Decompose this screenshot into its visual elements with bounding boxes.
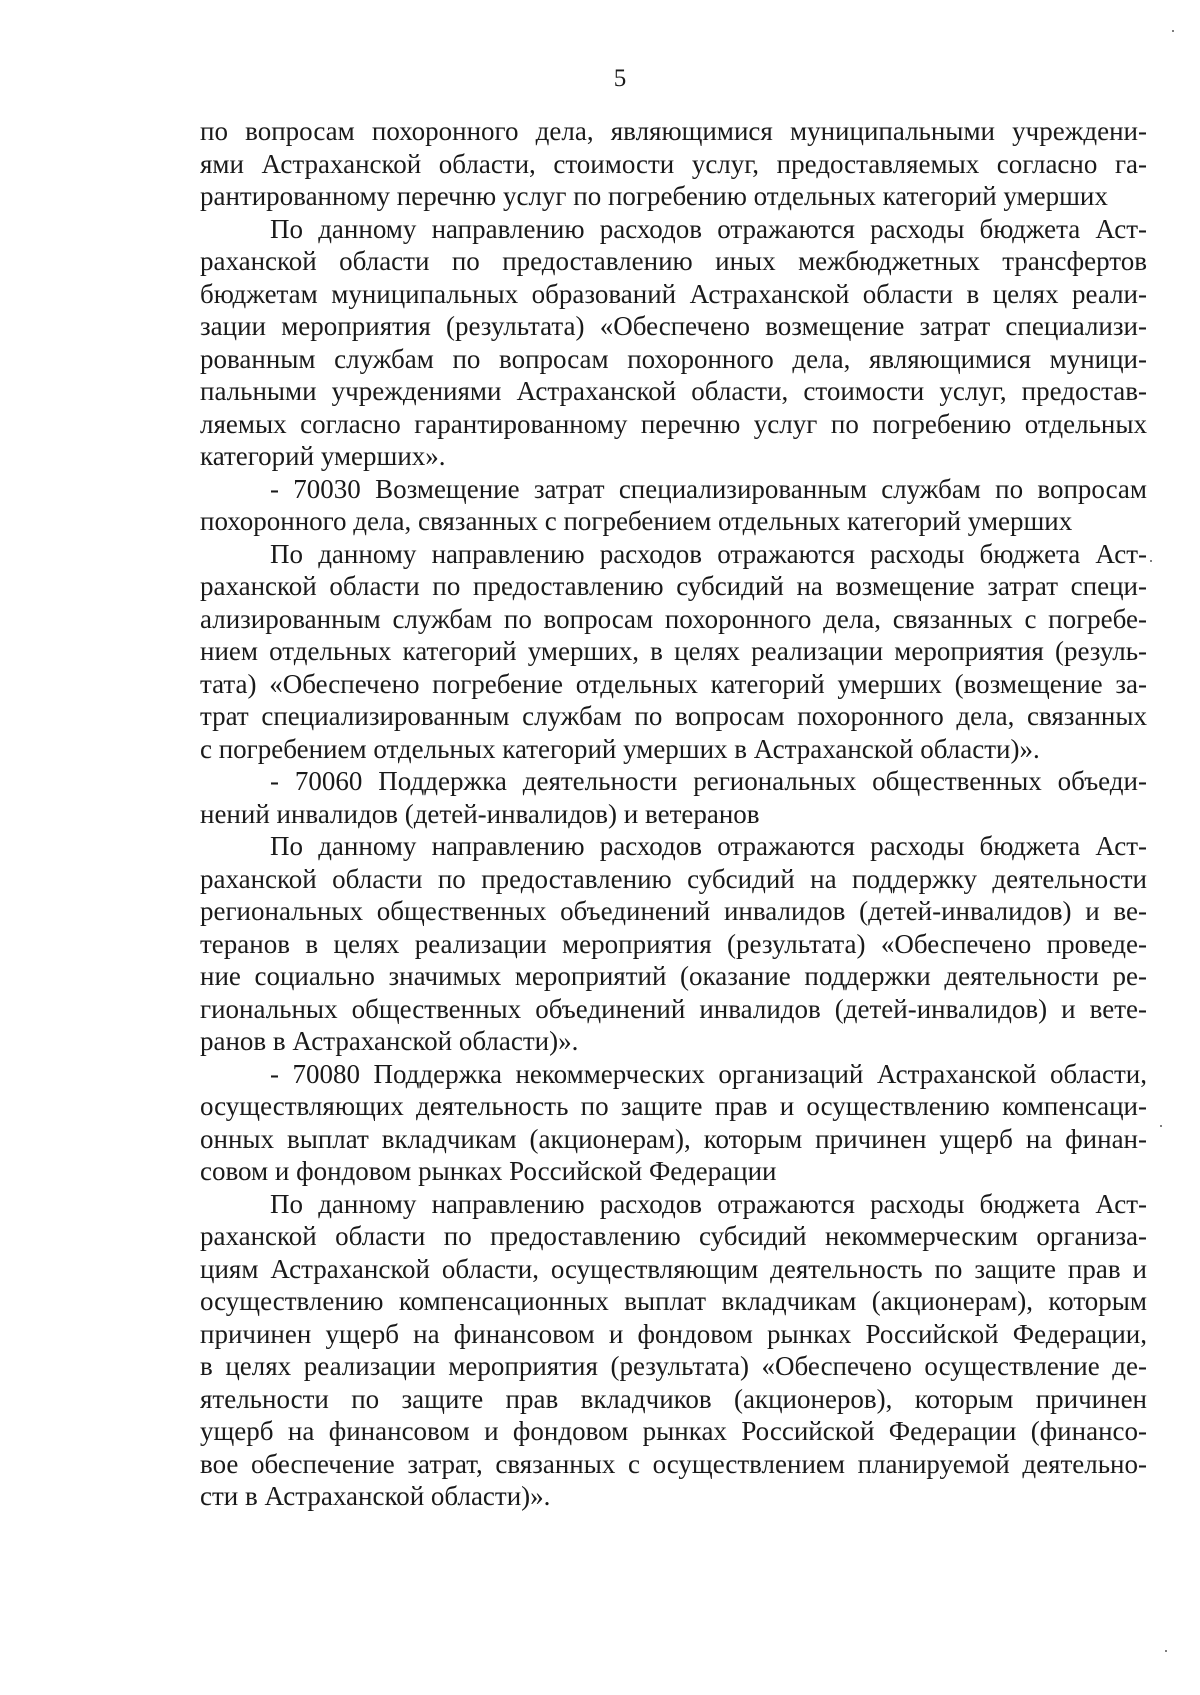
text-line: региональных общественных объединений инвалидов (детей-инвалидов) и ве- bbox=[200, 896, 1147, 926]
text-line: зации мероприятия (результата) «Обеспечено возмещение затрат специализи- bbox=[200, 311, 1147, 341]
text-line: нием отдельных категорий умерших, в целях реализации мероприятия (резуль- bbox=[200, 636, 1147, 666]
document-body bbox=[200, 115, 1147, 1513]
text-line: нений инвалидов (детей-инвалидов) и ветеранов bbox=[200, 798, 760, 829]
text-line: с погребением отдельных категорий умерших в Астраханской области)». bbox=[200, 733, 1040, 764]
text-line: По данному направлению расходов отражаются расходы бюджета Аст- bbox=[270, 538, 1147, 569]
text-line: гиональных общественных объединений инвалидов (детей-инвалидов) и вете- bbox=[200, 993, 1147, 1024]
text-line: По данному направлению расходов отражаются расходы бюджета Аст- bbox=[270, 213, 1147, 244]
text-line: ранов в Астраханской области)». bbox=[200, 1026, 579, 1056]
text-line: осуществлению компенсационных выплат вкладчикам (акционерам), которым bbox=[200, 1286, 1147, 1316]
text-line: пальными учреждениями Астраханской области, стоимости услуг, предостав- bbox=[200, 376, 1147, 406]
paragraph bbox=[200, 1058, 1147, 1188]
text-line: - 70030 Возмещение затрат специализированным службам по вопросам bbox=[270, 473, 1147, 504]
text-line: - 70060 Поддержка деятельности региональных общественных объеди- bbox=[270, 766, 1147, 796]
paragraph bbox=[200, 1188, 1147, 1513]
text-line: рантированному перечню услуг по погребению отдельных категорий умерших bbox=[200, 181, 1108, 211]
paragraph bbox=[200, 115, 1147, 213]
scan-speck bbox=[1160, 1125, 1162, 1127]
text-line: вое обеспечение затрат, связанных с осуществлением планируемой деятельно- bbox=[200, 1448, 1147, 1479]
text-line: в целях реализации мероприятия (результата) «Обеспечено осуществление де- bbox=[200, 1351, 1147, 1381]
text-line: осуществляющих деятельность по защите прав и осуществлению компенсаци- bbox=[200, 1091, 1147, 1121]
text-line: циям Астраханской области, осуществляющим деятельность по защите прав и bbox=[200, 1253, 1147, 1284]
text-line: ние социально значимых мероприятий (оказание поддержки деятельности ре- bbox=[200, 961, 1147, 991]
scan-speck bbox=[1172, 30, 1174, 32]
text-line: по вопросам похоронного дела, являющимися муниципальными учреждени- bbox=[200, 116, 1147, 146]
text-line: раханской области по предоставлению иных межбюджетных трансфертов bbox=[200, 246, 1147, 276]
text-line: категорий умерших». bbox=[200, 441, 446, 471]
paragraph bbox=[200, 830, 1147, 1058]
text-line: ями Астраханской области, стоимости услуг, предоставляемых согласно га- bbox=[200, 148, 1147, 179]
text-line: похоронного дела, связанных с погребением отдельных категорий умерших bbox=[200, 506, 1073, 536]
text-line: онных выплат вкладчикам (акционерам), которым причинен ущерб на финан- bbox=[200, 1123, 1147, 1154]
text-line: трат специализированным службам по вопросам похоронного дела, связанных bbox=[200, 701, 1147, 731]
text-line: теранов в целях реализации мероприятия (результата) «Обеспечено проведе- bbox=[200, 928, 1147, 959]
scan-speck bbox=[1165, 1650, 1167, 1652]
paragraph bbox=[200, 538, 1147, 766]
text-line: раханской области по предоставлению субсидий на возмещение затрат специ- bbox=[200, 571, 1147, 601]
text-line: тата) «Обеспечено погребение отдельных категорий умерших (возмещение за- bbox=[200, 668, 1147, 699]
scan-speck bbox=[1150, 560, 1152, 562]
text-line: По данному направлению расходов отражаются расходы бюджета Аст- bbox=[270, 1188, 1147, 1219]
paragraph bbox=[200, 765, 1147, 830]
text-line: ятельности по защите прав вкладчиков (акционеров), которым причинен bbox=[200, 1383, 1147, 1414]
text-line: бюджетам муниципальных образований Астраханской области в целях реали- bbox=[200, 278, 1147, 309]
page-number: 5 bbox=[613, 65, 627, 92]
text-line: ализированным службам по вопросам похоронного дела, связанных с погребе- bbox=[200, 603, 1147, 634]
paragraph bbox=[200, 213, 1147, 473]
text-line: ляемых согласно гарантированному перечню услуг по погребению отдельных bbox=[200, 408, 1147, 439]
text-line: - 70080 Поддержка некоммерческих организаций Астраханской области, bbox=[270, 1058, 1147, 1089]
text-line: раханской области по предоставлению субсидий на поддержку деятельности bbox=[200, 863, 1147, 894]
text-line: По данному направлению расходов отражаются расходы бюджета Аст- bbox=[270, 831, 1147, 861]
text-line: причинен ущерб на финансовом и фондовом рынках Российской Федерации, bbox=[200, 1318, 1147, 1349]
text-line: рованным службам по вопросам похоронного дела, являющимися муници- bbox=[200, 343, 1147, 374]
text-line: сти в Астраханской области)». bbox=[200, 1481, 551, 1511]
paragraph bbox=[200, 473, 1147, 538]
text-line: совом и фондовом рынках Российской Федерации bbox=[200, 1156, 777, 1186]
text-line: ущерб на финансовом и фондовом рынках Российской Федерации (финансо- bbox=[200, 1416, 1147, 1446]
text-line: раханской области по предоставлению субсидий некоммерческим организа- bbox=[200, 1221, 1147, 1251]
